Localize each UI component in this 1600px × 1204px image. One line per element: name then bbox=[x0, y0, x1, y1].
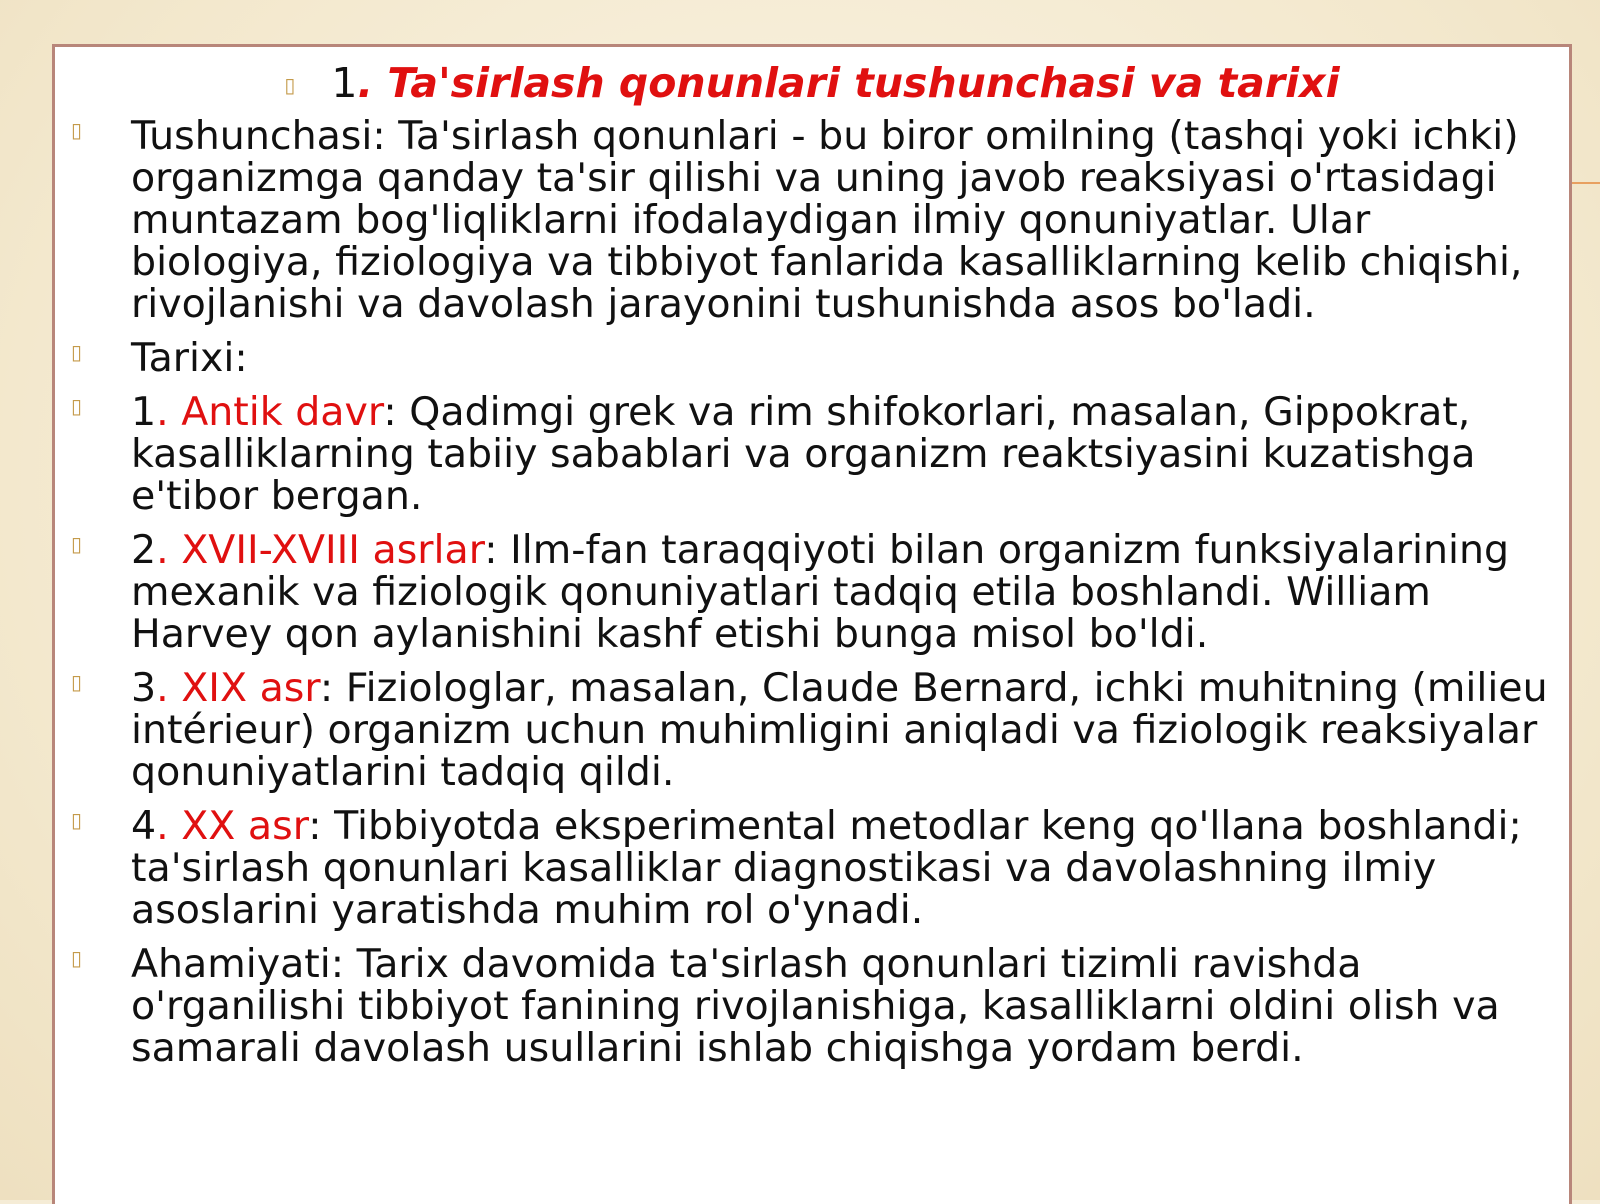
item-text: Tarixi: bbox=[131, 335, 248, 381]
item-heading: . XX asr bbox=[156, 803, 309, 849]
list-item-importance bbox=[55, 943, 1569, 1069]
slide-content-box bbox=[52, 44, 1572, 1204]
title-text: . Ta'sirlash qonunlari tushunchasi va tarixi bbox=[357, 59, 1340, 107]
list-item-17-18-centuries bbox=[55, 529, 1569, 655]
item-text: : Qadimgi grek va rim shifokorlari, masalan, Gippokrat, kasalliklarning tabiiy sabablari va organizm reaktsiyasini kuzatishga e'tibor bergan. bbox=[131, 389, 1476, 519]
item-text: : Ilm-fan taraqqiyoti bilan organizm funksiyalarining mexanik va fiziologik qonuniyatlari tadqiq etila boshlandi. William Harvey qon aylanishini kashf etishi bunga misol bo'ldi. bbox=[131, 527, 1510, 657]
item-text: : Fiziologlar, masalan, Claude Bernard, ichki muhitning (milieu intérieur) organizm uchun muhimligini aniqladi va fiziologik reaksiyalar qonuniyatlarini tadqiq qildi. bbox=[131, 665, 1548, 795]
item-number: 3 bbox=[131, 665, 157, 711]
bullet-icon: ▯ bbox=[71, 670, 83, 694]
item-heading: . XIX asr bbox=[156, 665, 320, 711]
bullet-icon: ▯ bbox=[71, 808, 83, 832]
item-number: 2 bbox=[131, 527, 157, 573]
slide-title bbox=[55, 59, 1569, 107]
bullet-icon: ▯ bbox=[71, 946, 83, 970]
bullet-icon: ▯ bbox=[71, 394, 83, 418]
decorative-line bbox=[1572, 182, 1600, 184]
list-item-antiquity bbox=[55, 391, 1569, 517]
item-number: 1 bbox=[131, 389, 157, 435]
bullet-icon: ▯ bbox=[71, 340, 83, 364]
item-text: Ahamiyati: Tarix davomida ta'sirlash qonunlari tizimli ravishda o'rganilishi tibbiyot fanining rivojlanishiga, kasalliklarni oldini olish va samarali davolash usullarini ishlab chiqishga yordam berdi. bbox=[131, 941, 1500, 1071]
item-number: 4 bbox=[131, 803, 157, 849]
list-item-concept bbox=[55, 115, 1569, 325]
item-text: Tushunchasi: Ta'sirlash qonunlari - bu biror omilning (tashqi yoki ichki) organizmga qanday ta'sir qilishi va uning javob reaksiyasi o'rtasidagi muntazam bog'liqliklarni ifodalaydigan ilmiy qonuniyatlar. Ular biologiya, fiziologiya va tibbiyot fanlarida kasalliklarning kelib chiqishi, rivojlanishi va davolash jarayonini tushunishda asos bo'ladi. bbox=[131, 113, 1523, 327]
title-number: 1 bbox=[331, 59, 358, 107]
bullet-icon: ▯ bbox=[71, 532, 83, 556]
list-item-20-century bbox=[55, 805, 1569, 931]
list-item-history bbox=[55, 337, 1569, 379]
item-heading: . XVII-XVIII asrlar bbox=[156, 527, 485, 573]
item-text: : Tibbiyotda eksperimental metodlar keng qo'llana boshlandi; ta'sirlash qonunlari kasalliklar diagnostikasi va davolashning ilmiy asoslarini yaratishda muhim rol o'ynadi. bbox=[131, 803, 1522, 933]
item-heading: . Antik davr bbox=[156, 389, 384, 435]
bullet-icon: ▯ bbox=[284, 73, 296, 97]
list-item-19-century bbox=[55, 667, 1569, 793]
bullet-icon: ▯ bbox=[71, 118, 83, 142]
bullet-list bbox=[55, 115, 1569, 1081]
